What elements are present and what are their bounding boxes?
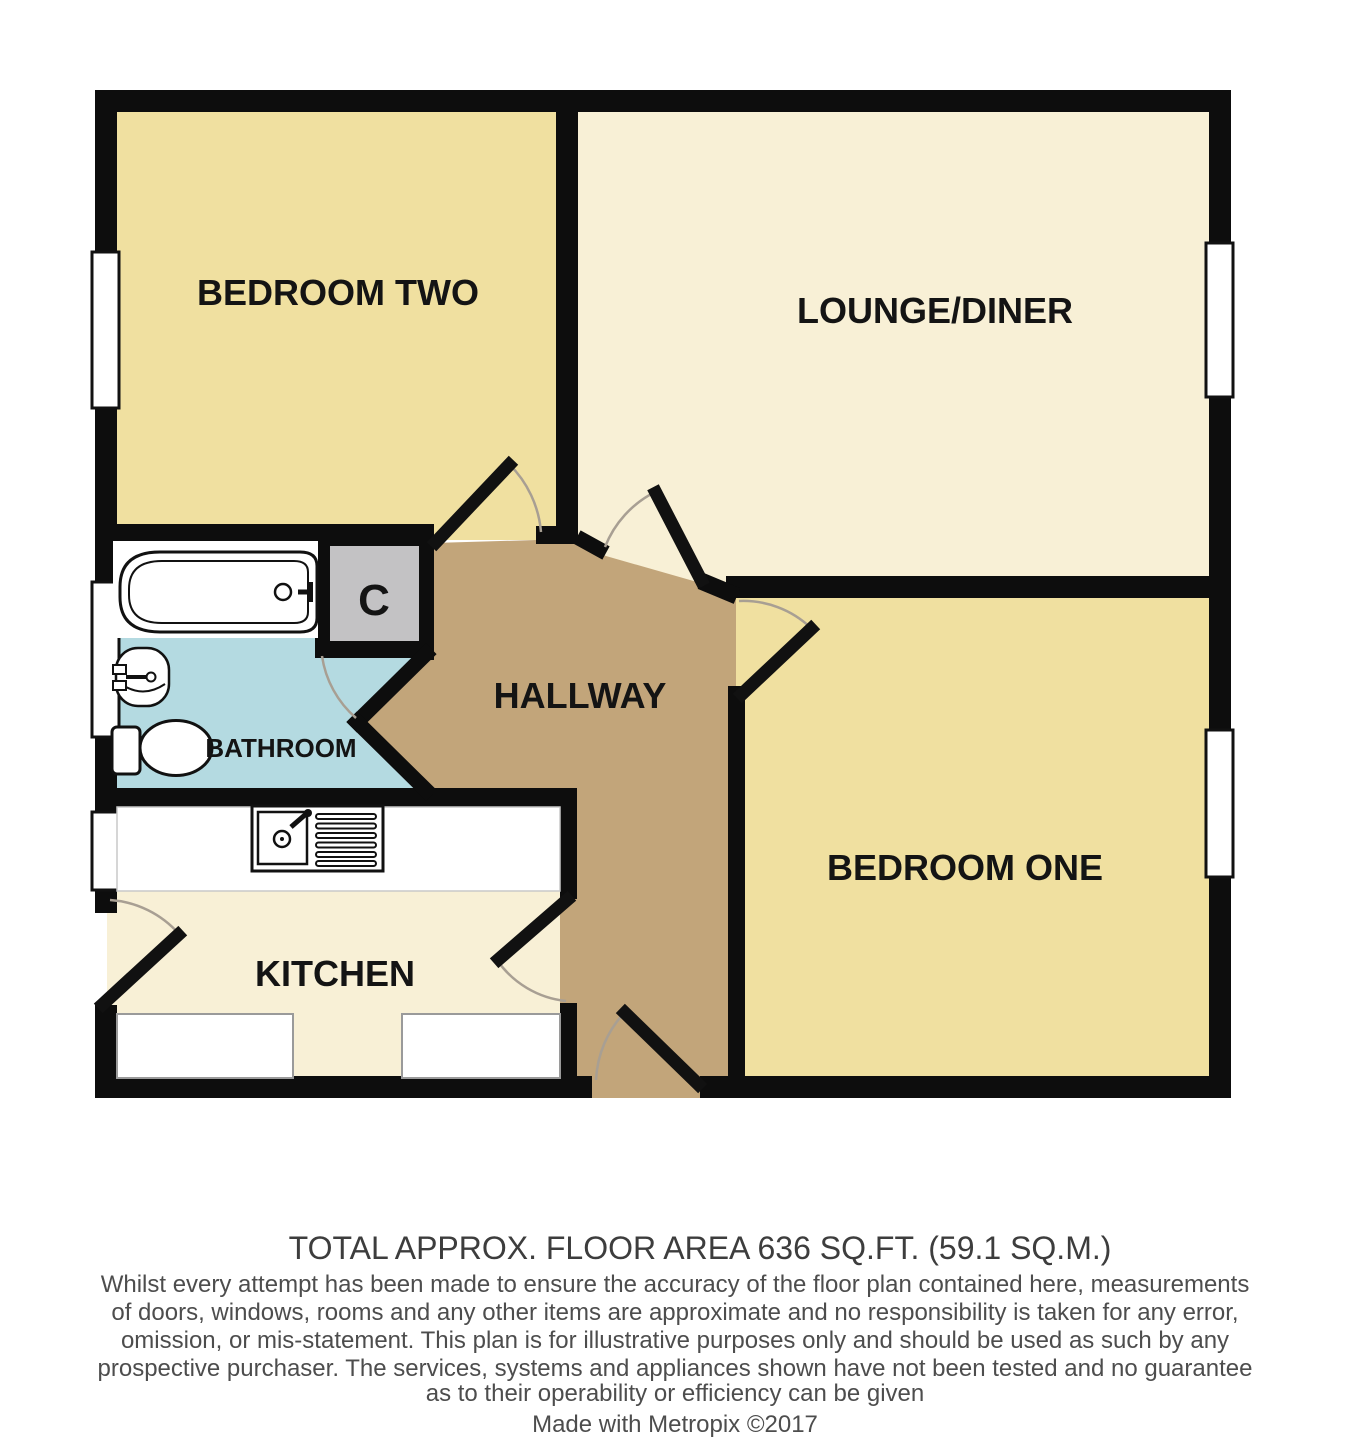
kitchen-tap-head-icon: [304, 809, 312, 817]
kitchen-counter: [402, 1014, 560, 1078]
wall-segment: [1209, 875, 1231, 1098]
kitchen-label: KITCHEN: [255, 953, 415, 994]
lounge-diner-label: LOUNGE/DINER: [796, 290, 1074, 331]
window-lounge: [1206, 243, 1233, 397]
wall-segment-bathroom-kitchen: [95, 788, 577, 807]
basin-tap-icon: [113, 681, 126, 690]
disclaimer-line: of doors, windows, rooms and any other items are approximate and no responsibility is taken for any error,: [111, 1299, 1239, 1326]
disclaimer-line: omission, or mis-statement. This plan is for illustrative purposes only and should be used as such by any: [120, 1327, 1230, 1354]
kitchen-sink-drain-dot: [280, 837, 284, 841]
toilet-cistern: [112, 727, 140, 774]
disclaimer-line: prospective purchaser. The services, systems and appliances shown have not been tested and no guarantee: [97, 1355, 1253, 1382]
wall-segment: [1209, 397, 1231, 732]
wall-segment-lounge-bottom: [726, 576, 1231, 598]
wall-segment: [1209, 90, 1231, 243]
bathroom-label: BATHROOM: [205, 733, 357, 763]
wall-segment: [700, 1076, 1231, 1098]
basin-tap-head-icon: [147, 673, 156, 682]
wall-segment: [95, 90, 1231, 112]
wall-segment: [95, 1076, 592, 1098]
basin-tap-icon: [113, 665, 126, 674]
bedroom-two-label: BEDROOM TWO: [197, 272, 479, 313]
disclaimer-line: Whilst every attempt has been made to ensure the accuracy of the floor plan contained here, measurements: [100, 1271, 1250, 1298]
wall-segment: [95, 90, 117, 254]
wall-segment-kitchen-right: [560, 807, 577, 899]
disclaimer-line: as to their operability or efficiency can be given: [425, 1380, 925, 1407]
wall-segment-closet-bottom: [315, 641, 426, 658]
window-bedroom-one: [1206, 730, 1233, 877]
credit-line: Made with Metropix ©2017: [532, 1411, 818, 1438]
floor-area-title: TOTAL APPROX. FLOOR AREA 636 SQ.FT. (59.1 SQ.M.): [288, 1230, 1112, 1266]
bedroom-one-label: BEDROOM ONE: [826, 847, 1104, 888]
wall-segment-kitchen-right: [560, 1003, 577, 1098]
wall-segment-bedroom2-lounge-divider: [556, 100, 578, 536]
footer: [98, 1230, 1253, 1438]
closet-label: C: [358, 576, 390, 625]
hallway-label: HALLWAY: [493, 675, 667, 716]
wall-segment: [536, 526, 578, 544]
window-bedroom-two: [92, 252, 119, 408]
window-kitchen: [92, 812, 119, 890]
toilet-bowl: [140, 721, 212, 776]
bedroom-one-floor: [736, 584, 1221, 1089]
kitchen-counter: [117, 1014, 293, 1078]
bathtub-drain: [275, 584, 291, 600]
wall-segment-bedroom1-left: [728, 686, 745, 1080]
